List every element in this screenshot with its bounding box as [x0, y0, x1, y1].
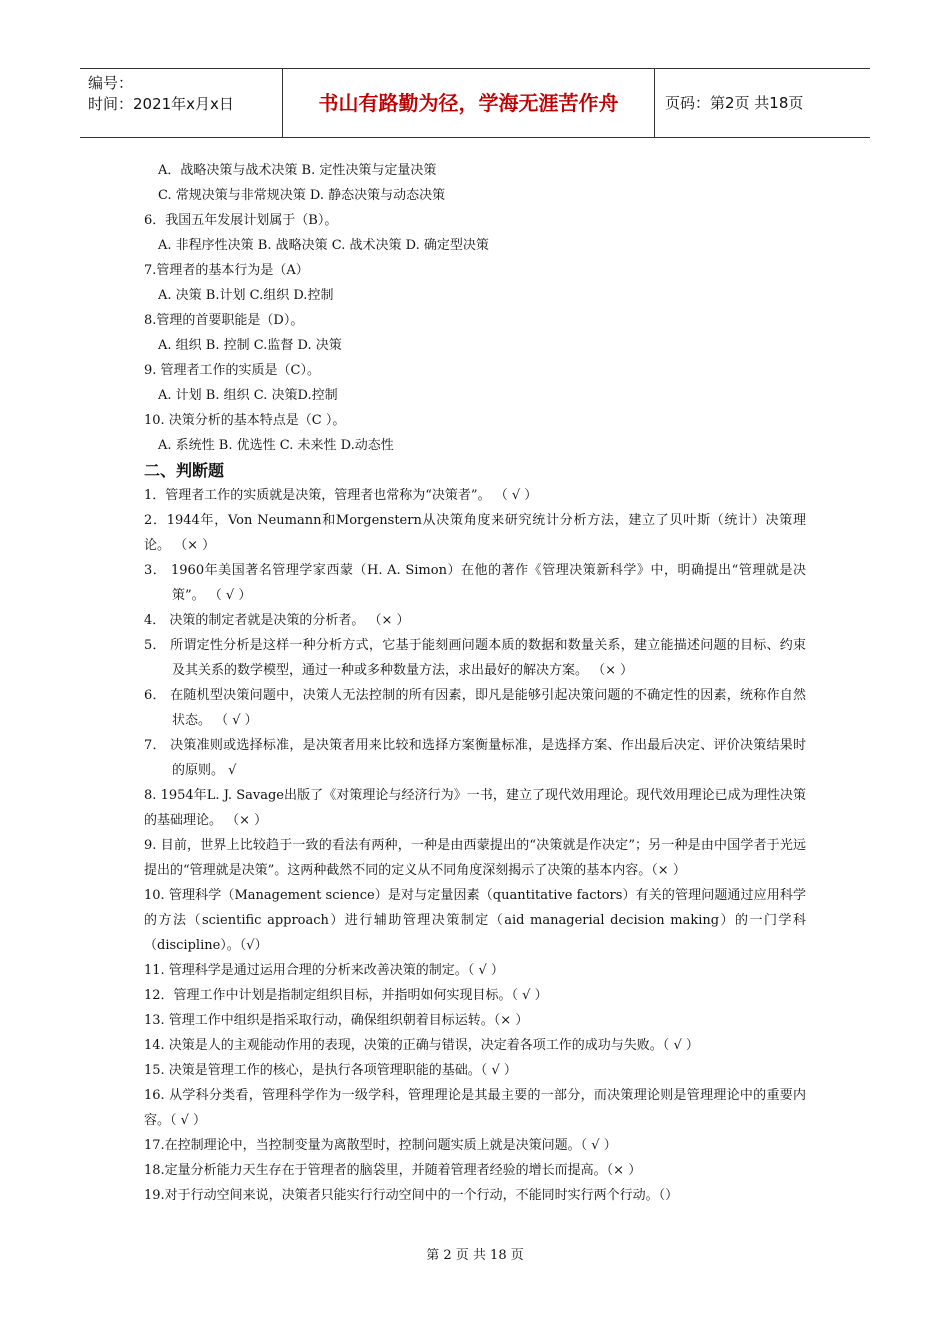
question-line: 6．我国五年发展计划属于（B）。 [144, 213, 338, 228]
judgment-item: 7． 决策准则或选择标准，是决策者用来比较和选择方案衡量标准，是选择方案、作出最后决定、评价决策结果时的原则。 √ [144, 738, 806, 778]
header-meta [80, 69, 283, 137]
section-title: 二、判断题 [144, 461, 225, 480]
question-line: A. 组织 B. 控制 C.监督 D. 决策 [158, 338, 342, 353]
question-line: A. 非程序性决策 B. 战略决策 C. 战术决策 D. 确定型决策 [158, 238, 489, 253]
question-line: 10. 决策分析的基本特点是（C ）。 [144, 413, 346, 428]
question-line: 7.管理者的基本行为是（A） [144, 263, 309, 278]
judgment-item: 14. 决策是人的主观能动作用的表现，决策的正确与错误，决定着各项工作的成功与失败。（ √ ） [144, 1038, 699, 1053]
question-line: A. 系统性 B. 优选性 C. 未来性 D.动态性 [158, 438, 394, 453]
judgment-item: 9. 目前，世界上比较趋于一致的看法有两种，一种是由西蒙提出的“决策就是作决定”；另一种是由中国学者于光远提出的“管理就是决策”。这两种截然不同的定义从不同角度深刻揭示了决策的基本内容。（× ） [144, 838, 806, 878]
judgment-item: 13. 管理工作中组织是指采取行动，确保组织朝着目标运转。（× ） [144, 1013, 529, 1028]
page-footer: 第 2 页 共 18 页 [426, 1248, 524, 1263]
judgment-item: 16. 从学科分类看，管理科学作为一级学科，管理理论是其最主要的一部分，而决策理论则是管理理论中的重要内容。（ √ ） [144, 1088, 806, 1128]
judgment-item: 1．管理者工作的实质就是决策，管理者也常称为“决策者”。 （ √ ） [144, 488, 538, 503]
judgment-item: 19.对于行动空间来说，决策者只能实行行动空间中的一个行动，不能同时实行两个行动。（） [144, 1188, 679, 1203]
page-content [144, 158, 806, 1208]
judgment-item: 3． 1960年美国著名管理学家西蒙（H. A. Simon）在他的著作《管理决策新科学》中，明确提出“管理就是决策”。 （ √ ） [144, 563, 806, 603]
question-line: 9. 管理者工作的实质是（C）。 [144, 363, 320, 378]
judgment-item: 17.在控制理论中，当控制变量为离散型时，控制问题实质上就是决策问题。（ √ ） [144, 1138, 617, 1153]
judgment-item: 10. 管理科学（Management science）是对与定量因素（quantitative factors）有关的管理问题通过应用科学的方法（scientific approach）进行辅助管理决策制定（aid managerial decision making）的一门学科（discipline）。（√） [144, 888, 806, 953]
judgment-item: 8. 1954年L. J. Savage出版了《对策理论与经济行为》一书，建立了现代效用理论。现代效用理论已成为理性决策的基础理论。 （× ） [144, 788, 806, 828]
question-line: C. 常规决策与非常规决策 D. 静态决策与动态决策 [158, 188, 446, 203]
judgment-item: 12．管理工作中计划是指制定组织目标，并指明如何实现目标。（ √ ） [144, 988, 548, 1003]
judgment-item: 6． 在随机型决策问题中，决策人无法控制的所有因素，即凡是能够引起决策问题的不确定性的因素，统称作自然状态。 （ √ ） [144, 688, 806, 728]
page-header [80, 68, 870, 138]
question-line: A. 决策 B.计划 C.组织 D.控制 [158, 288, 334, 303]
question-line: 8.管理的首要职能是（D）。 [144, 313, 304, 328]
judgment-item: 5． 所谓定性分析是这样一种分析方式，它基于能刻画问题本质的数据和数量关系，建立能描述问题的目标、约束及其关系的数学模型，通过一种或多种数量方法，求出最好的解决方案。 （× ） [144, 638, 806, 678]
judgment-item: 15. 决策是管理工作的核心，是执行各项管理职能的基础。（ √ ） [144, 1063, 517, 1078]
question-line: A. 计划 B. 组织 C. 决策D.控制 [158, 388, 338, 403]
judgment-item: 11. 管理科学是通过运用合理的分析来改善决策的制定。（ √ ） [144, 963, 504, 978]
judgment-questions [144, 483, 806, 1208]
judgment-item: 4． 决策的制定者就是决策的分析者。 （× ） [144, 613, 410, 628]
choice-questions [144, 158, 806, 458]
judgment-item: 18.定量分析能力天生存在于管理者的脑袋里，并随着管理者经验的增长而提高。（× ） [144, 1163, 642, 1178]
header-page-info: 页码：第2页 共18页 [665, 94, 804, 112]
header-motto: 书山有路勤为径，学海无涯苦作舟 [283, 69, 655, 137]
document-date: 时间：2021年x月x日 [88, 95, 234, 113]
question-line: A．战略决策与战术决策 B. 定性决策与定量决策 [158, 163, 437, 178]
judgment-item: 2．1944年，Von Neumann和Morgenstern从决策角度来研究统计分析方法，建立了贝叶斯（统计）决策理论。 （× ） [144, 513, 806, 553]
document-number-label: 编号： [88, 74, 134, 92]
